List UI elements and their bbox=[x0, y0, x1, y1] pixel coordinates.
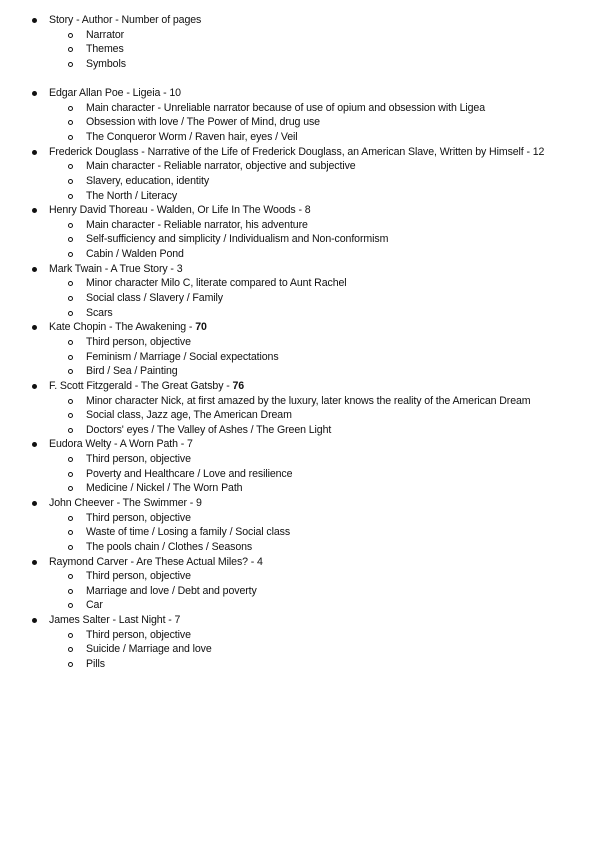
hollow-bullet-icon bbox=[68, 516, 73, 521]
detail-text: Poverty and Healthcare / Love and resilience bbox=[86, 467, 293, 480]
hollow-bullet-icon bbox=[68, 603, 73, 608]
entry-detail-list bbox=[0, 511, 600, 555]
detail-item bbox=[0, 569, 600, 584]
hollow-bullet-icon bbox=[68, 340, 73, 345]
filled-bullet-icon bbox=[32, 384, 37, 389]
detail-item bbox=[0, 57, 600, 72]
outline-entry bbox=[0, 613, 600, 672]
detail-text: Suicide / Marriage and love bbox=[86, 643, 212, 656]
detail-item bbox=[0, 247, 600, 262]
detail-item bbox=[0, 657, 600, 672]
hollow-bullet-icon bbox=[68, 311, 73, 316]
detail-text: Narrator bbox=[86, 28, 125, 41]
detail-text: Social class / Slavery / Family bbox=[86, 292, 224, 305]
filled-bullet-icon bbox=[32, 618, 37, 623]
filled-bullet-icon bbox=[32, 501, 37, 506]
hollow-bullet-icon bbox=[68, 120, 73, 125]
detail-item bbox=[0, 525, 600, 540]
hollow-bullet-icon bbox=[68, 106, 73, 111]
hollow-bullet-icon bbox=[68, 47, 73, 52]
hollow-bullet-icon bbox=[68, 530, 73, 535]
entry-title: Edgar Allan Poe - Ligeia - 10 bbox=[49, 87, 181, 100]
hollow-bullet-icon bbox=[68, 633, 73, 638]
outline-entry bbox=[0, 203, 600, 262]
detail-item bbox=[0, 408, 600, 423]
detail-text: Cabin / Walden Pond bbox=[86, 248, 184, 261]
hollow-bullet-icon bbox=[68, 589, 73, 594]
detail-item bbox=[0, 115, 600, 130]
filled-bullet-icon bbox=[32, 18, 37, 23]
detail-item bbox=[0, 159, 600, 174]
detail-text: Scars bbox=[86, 306, 113, 319]
hollow-bullet-icon bbox=[68, 62, 73, 67]
entry-detail-list bbox=[0, 101, 600, 145]
detail-item bbox=[0, 364, 600, 379]
hollow-bullet-icon bbox=[68, 399, 73, 404]
entry-title: Kate Chopin - The Awakening - bbox=[49, 321, 196, 334]
entry-heading bbox=[0, 13, 600, 28]
entry-heading bbox=[0, 203, 600, 218]
entry-heading bbox=[0, 496, 600, 511]
detail-text: Self-sufficiency and simplicity / Individualism and Non-conformism bbox=[86, 233, 389, 246]
hollow-bullet-icon bbox=[68, 647, 73, 652]
entry-title: Story - Author - Number of pages bbox=[49, 14, 202, 26]
outline-entry bbox=[0, 13, 600, 72]
detail-item bbox=[0, 174, 600, 189]
detail-item bbox=[0, 350, 600, 365]
detail-item bbox=[0, 584, 600, 599]
hollow-bullet-icon bbox=[68, 33, 73, 38]
detail-item bbox=[0, 467, 600, 482]
entry-detail-list bbox=[0, 394, 600, 438]
entry-title: James Salter - Last Night - 7 bbox=[49, 614, 181, 627]
detail-item bbox=[0, 42, 600, 57]
detail-item bbox=[0, 540, 600, 555]
detail-text: Car bbox=[86, 599, 103, 612]
entry-detail-list bbox=[0, 276, 600, 320]
hollow-bullet-icon bbox=[68, 237, 73, 242]
detail-item bbox=[0, 394, 600, 409]
entry-page-count-bold: 70 bbox=[195, 321, 207, 334]
entry-title: Raymond Carver - Are These Actual Miles? - 4 bbox=[49, 555, 263, 568]
detail-text: Minor character Milo C, literate compared to Aunt Rachel bbox=[86, 277, 347, 290]
hollow-bullet-icon bbox=[68, 194, 73, 199]
entry-heading bbox=[0, 555, 600, 570]
outline-entry bbox=[0, 320, 600, 379]
entry-heading bbox=[0, 320, 600, 335]
detail-item bbox=[0, 218, 600, 233]
hollow-bullet-icon bbox=[68, 252, 73, 257]
hollow-bullet-icon bbox=[68, 457, 73, 462]
entry-detail-list bbox=[0, 628, 600, 672]
detail-text: Waste of time / Losing a family / Social class bbox=[86, 526, 291, 539]
entry-title: John Cheever - The Swimmer - 9 bbox=[49, 497, 202, 509]
hollow-bullet-icon bbox=[68, 472, 73, 477]
detail-text: Pills bbox=[86, 658, 105, 671]
detail-item bbox=[0, 306, 600, 321]
detail-text: Main character - Unreliable narrator because of use of opium and obsession with Ligea bbox=[86, 101, 485, 114]
detail-item bbox=[0, 189, 600, 204]
entry-heading bbox=[0, 379, 600, 394]
detail-text: The Conqueror Worm / Raven hair, eyes / Veil bbox=[86, 130, 298, 143]
entry-detail-list bbox=[0, 28, 600, 72]
detail-item bbox=[0, 481, 600, 496]
detail-item bbox=[0, 335, 600, 350]
filled-bullet-icon bbox=[32, 325, 37, 330]
detail-text: Third person, objective bbox=[86, 453, 191, 466]
entry-heading bbox=[0, 145, 600, 160]
entry-detail-list bbox=[0, 159, 600, 203]
outline-entry bbox=[0, 145, 600, 204]
detail-item bbox=[0, 232, 600, 247]
detail-item bbox=[0, 511, 600, 526]
outline-entry bbox=[0, 379, 600, 438]
hollow-bullet-icon bbox=[68, 164, 73, 169]
entry-detail-list bbox=[0, 452, 600, 496]
hollow-bullet-icon bbox=[68, 662, 73, 667]
filled-bullet-icon bbox=[32, 442, 37, 447]
story-outline-list bbox=[0, 13, 600, 672]
entry-title: Henry David Thoreau - Walden, Or Life In The Woods - 8 bbox=[49, 204, 311, 217]
detail-text: Themes bbox=[86, 43, 124, 56]
entry-heading bbox=[0, 613, 600, 628]
filled-bullet-icon bbox=[32, 560, 37, 565]
outline-entry bbox=[0, 496, 600, 555]
filled-bullet-icon bbox=[32, 150, 37, 155]
detail-text: Slavery, education, identity bbox=[86, 174, 210, 187]
entry-detail-list bbox=[0, 569, 600, 613]
hollow-bullet-icon bbox=[68, 179, 73, 184]
outline-entry bbox=[0, 86, 600, 145]
hollow-bullet-icon bbox=[68, 223, 73, 228]
detail-text: Social class, Jazz age, The American Dream bbox=[86, 409, 292, 422]
entry-detail-list bbox=[0, 335, 600, 379]
outline-entry bbox=[0, 437, 600, 496]
detail-item bbox=[0, 628, 600, 643]
hollow-bullet-icon bbox=[68, 355, 73, 360]
detail-text: Main character - Reliable narrator, his adventure bbox=[86, 218, 308, 231]
detail-text: Minor character Nick, at first amazed by the luxury, later knows the reality of the American Dream bbox=[86, 394, 531, 407]
detail-item bbox=[0, 276, 600, 291]
entry-detail-list bbox=[0, 218, 600, 262]
outline-entry bbox=[0, 555, 600, 614]
entry-title: Mark Twain - A True Story - 3 bbox=[49, 262, 183, 275]
entry-heading bbox=[0, 437, 600, 452]
hollow-bullet-icon bbox=[68, 296, 73, 301]
filled-bullet-icon bbox=[32, 91, 37, 96]
detail-item bbox=[0, 28, 600, 43]
detail-text: The North / Literacy bbox=[86, 189, 178, 202]
entry-page-count-bold: 76 bbox=[232, 379, 245, 392]
detail-text: Third person, objective bbox=[86, 335, 191, 348]
hollow-bullet-icon bbox=[68, 428, 73, 433]
detail-text: Feminism / Marriage / Social expectations bbox=[86, 350, 279, 363]
detail-text: Third person, objective bbox=[86, 511, 191, 524]
hollow-bullet-icon bbox=[68, 369, 73, 374]
detail-text: Bird / Sea / Painting bbox=[86, 365, 178, 378]
detail-item bbox=[0, 130, 600, 145]
detail-text: Symbols bbox=[86, 57, 126, 70]
detail-item bbox=[0, 291, 600, 306]
entry-heading bbox=[0, 86, 600, 101]
detail-item bbox=[0, 598, 600, 613]
filled-bullet-icon bbox=[32, 208, 37, 213]
detail-item bbox=[0, 452, 600, 467]
hollow-bullet-icon bbox=[68, 413, 73, 418]
detail-text: The pools chain / Clothes / Seasons bbox=[86, 540, 253, 553]
outline-entry bbox=[0, 262, 600, 321]
detail-item bbox=[0, 101, 600, 116]
hollow-bullet-icon bbox=[68, 545, 73, 550]
entry-title: Frederick Douglass - Narrative of the Life of Frederick Douglass, an American Slave, Written by Himself - 12 bbox=[49, 145, 545, 158]
hollow-bullet-icon bbox=[68, 486, 73, 491]
detail-text: Main character - Reliable narrator, objective and subjective bbox=[86, 160, 356, 173]
entry-heading bbox=[0, 262, 600, 277]
detail-text: Obsession with love / The Power of Mind, drug use bbox=[86, 116, 320, 129]
hollow-bullet-icon bbox=[68, 135, 73, 140]
detail-text: Third person, objective bbox=[86, 628, 191, 641]
entry-title: F. Scott Fitzgerald - The Great Gatsby - bbox=[49, 379, 233, 392]
hollow-bullet-icon bbox=[68, 574, 73, 579]
detail-item bbox=[0, 423, 600, 438]
detail-text: Marriage and love / Debt and poverty bbox=[86, 584, 257, 597]
detail-item bbox=[0, 642, 600, 657]
filled-bullet-icon bbox=[32, 267, 37, 272]
hollow-bullet-icon bbox=[68, 281, 73, 286]
detail-text: Doctors' eyes / The Valley of Ashes / The Green Light bbox=[86, 423, 332, 436]
detail-text: Third person, objective bbox=[86, 570, 191, 583]
detail-text: Medicine / Nickel / The Worn Path bbox=[86, 482, 243, 495]
entry-title: Eudora Welty - A Worn Path - 7 bbox=[49, 438, 193, 451]
